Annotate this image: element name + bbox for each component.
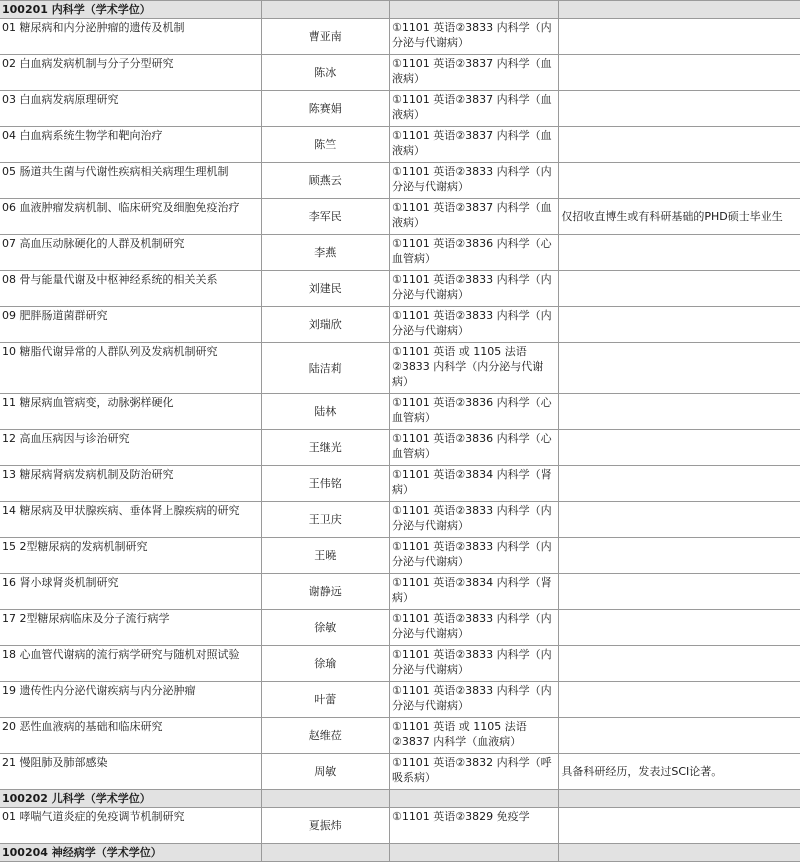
table-row [0,538,800,574]
supervisor-cell: 陈竺 [261,127,389,163]
exam-subjects-cell: ①1101 英语②3833 内科学（内分泌与代谢病） [389,271,558,307]
section-header-blank [559,844,800,862]
section-title: 100202 儿科学（学术学位） [0,790,261,808]
table-row [0,394,800,430]
supervisor-cell: 王曉 [261,538,389,574]
exam-subjects-cell: ①1101 英语②3837 内科学（血液病） [389,91,558,127]
supervisor-cell: 王伟铭 [261,466,389,502]
remarks-cell [559,682,800,718]
supervisor-cell: 李燕 [261,235,389,271]
exam-subjects-cell: ①1101 英语②3829 免疫学 [389,808,558,844]
supervisor-cell: 赵维莅 [261,718,389,754]
table-row [0,343,800,394]
table-row [0,19,800,55]
exam-subjects-cell: ①1101 英语②3833 内科学（内分泌与代谢病） [389,538,558,574]
exam-subjects-cell: ①1101 英语②3833 内科学（内分泌与代谢病） [389,163,558,199]
research-direction-cell: 16 肾小球肾炎机制研究 [0,574,261,610]
remarks-cell [559,127,800,163]
research-direction-cell: 21 慢阻肺及肺部感染 [0,754,261,790]
research-direction-cell: 20 恶性血液病的基础和临床研究 [0,718,261,754]
section-header-blank [261,790,389,808]
exam-subjects-cell: ①1101 英语②3834 内科学（肾病） [389,466,558,502]
supervisor-cell: 李军民 [261,199,389,235]
exam-subjects-cell: ①1101 英语②3832 内科学（呼吸系病） [389,754,558,790]
section-header-blank [261,844,389,862]
supervisor-cell: 王卫庆 [261,502,389,538]
research-direction-cell: 10 糖脂代谢异常的人群队列及发病机制研究 [0,343,261,394]
table-row [0,271,800,307]
research-direction-cell: 14 糖尿病及甲状腺疾病、垂体肾上腺疾病的研究 [0,502,261,538]
exam-subjects-cell: ①1101 英语②3833 内科学（内分泌与代谢病） [389,682,558,718]
table-row [0,235,800,271]
remarks-cell [559,394,800,430]
supervisor-cell: 叶蕾 [261,682,389,718]
supervisor-cell: 王继光 [261,430,389,466]
exam-subjects-cell: ①1101 英语②3833 内科学（内分泌与代谢病） [389,646,558,682]
research-direction-cell: 17 2型糖尿病临床及分子流行病学 [0,610,261,646]
table-row [0,754,800,790]
table-row [0,430,800,466]
exam-subjects-cell: ①1101 英语②3836 内科学（心血管病） [389,394,558,430]
remarks-cell [559,502,800,538]
remarks-cell [559,307,800,343]
table-row [0,127,800,163]
exam-subjects-cell: ①1101 英语②3836 内科学（心血管病） [389,430,558,466]
research-direction-cell: 03 白血病发病原理研究 [0,91,261,127]
section-header-blank [389,790,558,808]
table-row [0,55,800,91]
exam-subjects-cell: ①1101 英语②3837 内科学（血液病） [389,127,558,163]
table-row [0,163,800,199]
supervisor-cell: 顾燕云 [261,163,389,199]
exam-subjects-cell: ①1101 英语②3833 内科学（内分泌与代谢病） [389,19,558,55]
exam-subjects-cell: ①1101 英语②3837 内科学（血液病） [389,199,558,235]
remarks-cell [559,808,800,844]
table-row [0,199,800,235]
research-direction-cell: 13 糖尿病肾病发病机制及防治研究 [0,466,261,502]
table-row [0,610,800,646]
table-row [0,91,800,127]
section-header-blank [261,1,389,19]
supervisor-cell: 陈赛娟 [261,91,389,127]
supervisor-cell: 刘瑞欣 [261,307,389,343]
section-header-blank [389,844,558,862]
supervisor-cell: 刘建民 [261,271,389,307]
table-row [0,718,800,754]
table-row [0,466,800,502]
exam-subjects-cell: ①1101 英语 或 1105 法语 ②3837 内科学（血液病） [389,718,558,754]
section-header-blank [559,790,800,808]
supervisor-cell: 徐敏 [261,610,389,646]
research-direction-cell: 11 糖尿病血管病变，动脉粥样硬化 [0,394,261,430]
remarks-cell [559,646,800,682]
remarks-cell [559,343,800,394]
section-header-blank [389,1,558,19]
supervisor-cell: 陆洁莉 [261,343,389,394]
research-direction-cell: 18 心血管代谢病的流行病学研究与随机对照试验 [0,646,261,682]
remarks-cell [559,430,800,466]
supervisor-cell: 谢静远 [261,574,389,610]
remarks-cell [559,718,800,754]
remarks-cell [559,235,800,271]
table-row [0,682,800,718]
table-row [0,646,800,682]
exam-subjects-cell: ①1101 英语②3834 内科学（肾病） [389,574,558,610]
research-direction-cell: 01 哮喘气道炎症的免疫调节机制研究 [0,808,261,844]
remarks-cell [559,19,800,55]
research-direction-cell: 12 高血压病因与诊治研究 [0,430,261,466]
supervisor-cell: 曹亚南 [261,19,389,55]
section-header-row [0,844,800,862]
remarks-cell [559,610,800,646]
remarks-cell: 具备科研经历，发表过SCI论著。 [559,754,800,790]
exam-subjects-cell: ①1101 英语 或 1105 法语 ②3833 内科学（内分泌与代谢病） [389,343,558,394]
research-direction-cell: 02 白血病发病机制与分子分型研究 [0,55,261,91]
remarks-cell [559,55,800,91]
supervisor-cell: 夏振炜 [261,808,389,844]
remarks-cell [559,466,800,502]
table-body [0,1,800,862]
research-direction-cell: 15 2型糖尿病的发病机制研究 [0,538,261,574]
research-direction-cell: 19 遗传性内分泌代谢疾病与内分泌肿瘤 [0,682,261,718]
exam-subjects-cell: ①1101 英语②3833 内科学（内分泌与代谢病） [389,610,558,646]
supervisor-cell: 陆林 [261,394,389,430]
supervisor-cell: 陈冰 [261,55,389,91]
remarks-cell [559,538,800,574]
supervisor-cell: 周敏 [261,754,389,790]
research-direction-cell: 04 白血病系统生物学和靶向治疗 [0,127,261,163]
remarks-cell [559,163,800,199]
section-header-row [0,790,800,808]
table-row [0,808,800,844]
section-title: 100204 神经病学（学术学位） [0,844,261,862]
section-header-blank [559,1,800,19]
research-direction-cell: 09 肥胖肠道菌群研究 [0,307,261,343]
research-direction-cell: 05 肠道共生菌与代谢性疾病相关病理生理机制 [0,163,261,199]
remarks-cell: 仅招收直博生或有科研基础的PHD硕士毕业生 [559,199,800,235]
table-row [0,574,800,610]
research-direction-cell: 08 骨与能量代谢及中枢神经系统的相关关系 [0,271,261,307]
exam-subjects-cell: ①1101 英语②3836 内科学（心血管病） [389,235,558,271]
exam-subjects-cell: ①1101 英语②3833 内科学（内分泌与代谢病） [389,307,558,343]
remarks-cell [559,91,800,127]
research-direction-cell: 06 血液肿瘤发病机制、临床研究及细胞免疫治疗 [0,199,261,235]
supervisor-cell: 徐瑜 [261,646,389,682]
exam-subjects-cell: ①1101 英语②3837 内科学（血液病） [389,55,558,91]
remarks-cell [559,271,800,307]
exam-subjects-cell: ①1101 英语②3833 内科学（内分泌与代谢病） [389,502,558,538]
remarks-cell [559,574,800,610]
table-row [0,307,800,343]
section-title: 100201 内科学（学术学位） [0,1,261,19]
table-row [0,502,800,538]
section-header-row [0,1,800,19]
research-direction-cell: 07 高血压动脉硬化的人群及机制研究 [0,235,261,271]
research-direction-cell: 01 糖尿病和内分泌肿瘤的遗传及机制 [0,19,261,55]
